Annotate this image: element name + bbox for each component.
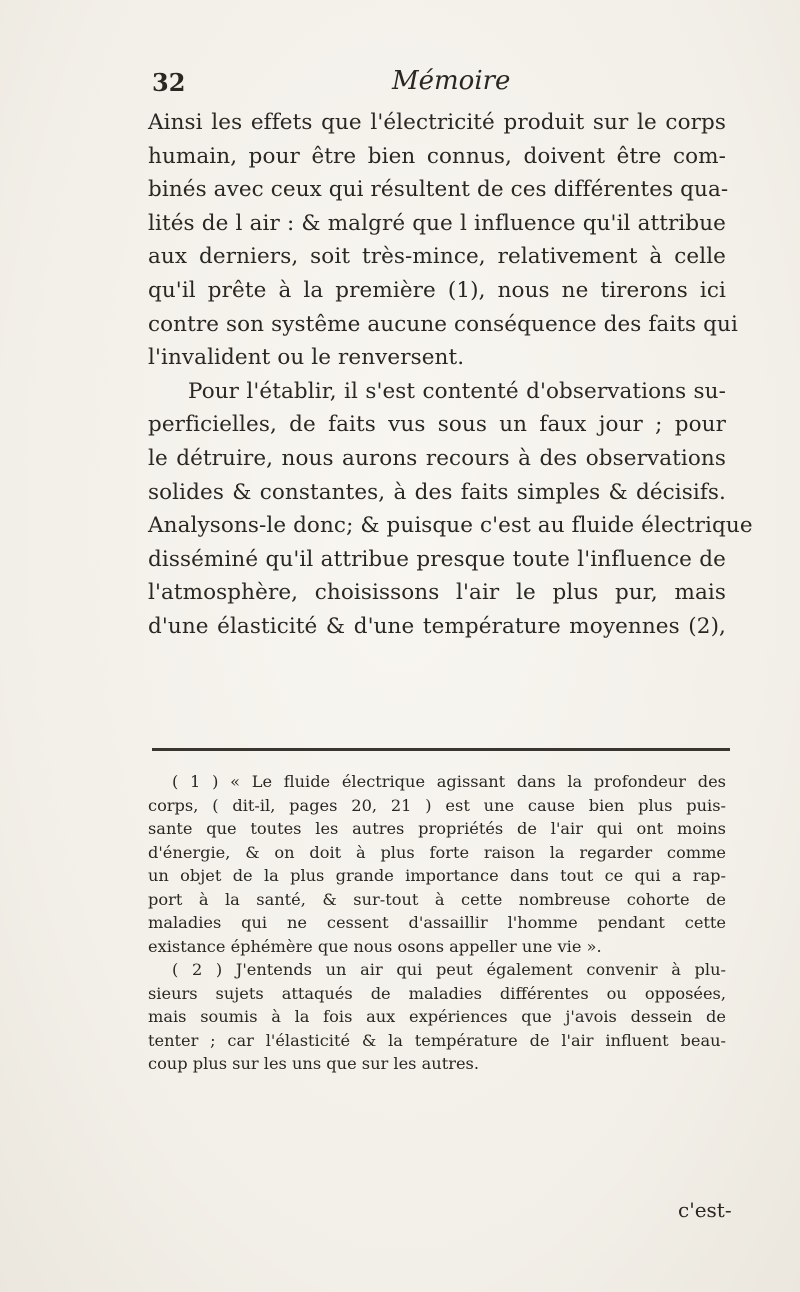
text-line: disséminé qu'il attribue presque toute l'influence de <box>148 546 726 572</box>
text-line: aux derniers, soit très-mince, relativement à celle <box>148 244 726 270</box>
text-line: le détruire, nous aurons recours à des observations <box>148 445 726 471</box>
main-text <box>148 106 753 644</box>
footnote-line: coup plus sur les uns que sur les autres. <box>148 1054 479 1073</box>
footnote-line: un objet de la plus grande importance dans tout ce qui a rap- <box>148 866 726 885</box>
text-line: contre son systême aucune conséquence des faits qui <box>148 311 738 337</box>
text-line: Analysons-le donc; & puisque c'est au fluide électrique <box>148 513 753 539</box>
footnote-line: sieurs sujets attaqués de maladies différentes ou opposées, <box>148 983 726 1003</box>
text-line: l'invalident ou le renversent. <box>148 345 465 371</box>
text-line: qu'il prête à la première (1), nous ne tirerons ici <box>148 277 726 303</box>
footnote-line: d'énergie, & on doit à plus forte raison la regarder comme <box>148 842 726 862</box>
running-title: Mémoire <box>392 66 511 96</box>
footnote-rule <box>152 748 730 751</box>
footnote-line: sante que toutes les autres propriétés de l'air qui ont moins <box>148 819 726 838</box>
text-line: binés avec ceux qui résultent de ces différentes qua- <box>148 177 729 203</box>
text-line: l'atmosphère, choisissons l'air le plus pur, mais <box>148 580 726 606</box>
text-line: lités de l air : & malgré que l influence qu'il attribue <box>148 210 726 236</box>
footnote-line: maladies qui ne cessent d'assaillir l'homme pendant cette <box>148 913 726 932</box>
footnotes <box>148 770 726 1076</box>
catchword: c'est- <box>678 1198 732 1222</box>
text-line: Ainsi les effets que l'électricité produit sur le corps <box>148 110 726 135</box>
footnote-line: tenter ; car l'élasticité & la température de l'air influent beau- <box>148 1030 726 1050</box>
footnote-line: existance éphémère que nous osons appeller une vie ». <box>148 936 602 956</box>
footnote-line: port à la santé, & sur-tout à cette nombreuse cohorte de <box>148 889 726 909</box>
page-header <box>152 66 652 106</box>
footnote-line: corps, ( dit-il, pages 20, 21 ) est une cause bien plus puis- <box>148 795 726 815</box>
text-line: Pour l'établir, il s'est contenté d'observations su- <box>188 378 726 404</box>
text-line: solides & constantes, à des faits simples & décisifs. <box>148 479 726 505</box>
text-line: humain, pour être bien connus, doivent être com- <box>148 143 726 169</box>
footnote-line: ( 2 ) J'entends un air qui peut également convenir à plu- <box>172 960 726 979</box>
footnote-line: mais soumis à la fois aux expériences que j'avois dessein de <box>148 1007 726 1026</box>
text-line: d'une élasticité & d'une température moyennes (2), <box>148 613 726 639</box>
footnote-line: ( 1 ) « Le fluide électrique agissant dans la profondeur des <box>172 772 726 791</box>
page-number: 32 <box>152 68 186 97</box>
text-line: perficielles, de faits vus sous un faux jour ; pour <box>148 412 726 438</box>
